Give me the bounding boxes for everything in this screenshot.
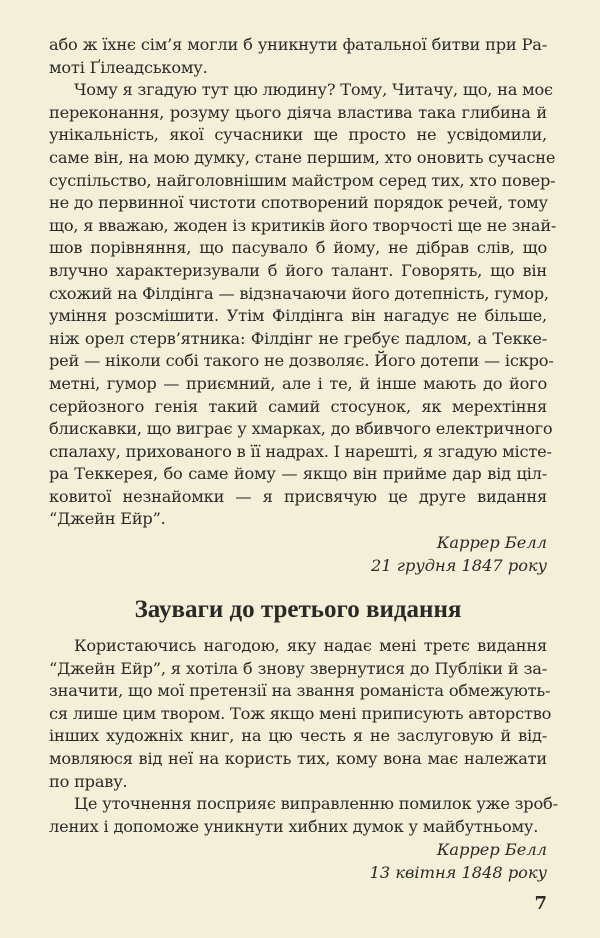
section-second-edition-preface	[49, 34, 557, 531]
text-line: інших художніх книг, на цю честь я не заслуговую й від-	[49, 726, 547, 746]
text-line: “Джейн Ейр”.	[49, 509, 166, 529]
signature-date: 21 грудня 1847 року	[371, 556, 547, 576]
text-line: рей — ніколи собі такого не дозволяє. Його дотепи — іскро-	[49, 351, 554, 371]
paragraph	[49, 34, 547, 79]
text-line: що, я вважаю, жоден із критиків його творчості ще не знай-	[49, 215, 557, 235]
text-line: Користаючись нагодою, яку надає мені третє видання	[74, 636, 547, 656]
text-line: уміння розсмішити. Утім Філдінга він нагадує не більше,	[49, 306, 547, 326]
page-body	[49, 34, 558, 884]
text-line: спалаху, прихованого в її надрах. І нарешті, я згадую місте-	[49, 441, 552, 461]
signature: Каррер Белл	[436, 533, 547, 553]
section-third-edition-notes	[49, 635, 558, 838]
text-line: ковитої незнайомки — я присвячую це друге видання	[49, 486, 547, 506]
text-line: метні, гумор — приємний, але і те, й інше мають до його	[49, 373, 547, 393]
paragraph	[49, 793, 558, 838]
text-line: унікальність, якої сучасники ще просто не усвідомили,	[49, 125, 547, 145]
text-line: Це уточнення посприяє виправленню помилок уже зроб-	[74, 794, 558, 814]
text-line: схожий на Філдінга — відзначаючи його дотепність, гумор,	[49, 283, 549, 303]
text-line: не до первинної чистоти спотворений порядок речей, тому	[49, 193, 548, 213]
text-line: або ж їхнє сім’я могли б уникнути фатальної битви при Ра-	[49, 35, 547, 54]
section-heading: Зауваги до третього видання	[134, 596, 462, 624]
text-line: переконання, розуму цього діяча властива така глибина й	[49, 102, 547, 122]
page-number: 7	[534, 893, 547, 914]
signature-date: 13 квітня 1848 року	[369, 863, 547, 883]
text-line: Чому я згадую тут цю людину? Тому, Читачу, що, на моє	[74, 80, 553, 100]
text-line: ра Теккерея, бо саме йому — якщо він прийме дар від ціл-	[49, 464, 547, 484]
text-line: лених і допоможе уникнути хибних думок у майбутньому.	[49, 816, 539, 836]
text-line: значити, що мої претензії на звання романіста обмежують-	[49, 681, 551, 701]
text-line: ніж орел стерв’ятника: Філдінг не гребує падлом, а Текке-	[49, 328, 547, 348]
text-line: по праву.	[49, 771, 128, 791]
text-line: шов порівняння, що пасувало б йому, не дібрав слів, що	[49, 238, 547, 258]
paragraph	[49, 79, 557, 531]
signature: Каррер Белл	[436, 840, 547, 860]
text-line: блискавки, що виграє у хмарках, до вбивчого електричного	[49, 419, 553, 439]
text-line: суспільство, найголовнішим майстром серед тих, хто повер-	[49, 170, 556, 190]
text-line: серйозного генія такий самий стосунок, як мерехтіння	[49, 396, 547, 416]
text-line: влучно характеризували б його талант. Говорять, що він	[49, 260, 547, 280]
text-line: ся лише цим твором. Тож якщо мені приписують авторство	[49, 703, 552, 723]
text-line: мовляюся від неї на користь тих, кому вона має належати	[49, 749, 547, 769]
text-line: саме він, на мою думку, стане першим, хто оновить сучасне	[49, 147, 556, 167]
text-line: “Джейн Ейр”, я хотіла б знову звернутися до Публіки й за-	[49, 658, 547, 678]
text-line: моті Ґілеадському.	[49, 57, 208, 77]
paragraph	[49, 635, 552, 793]
